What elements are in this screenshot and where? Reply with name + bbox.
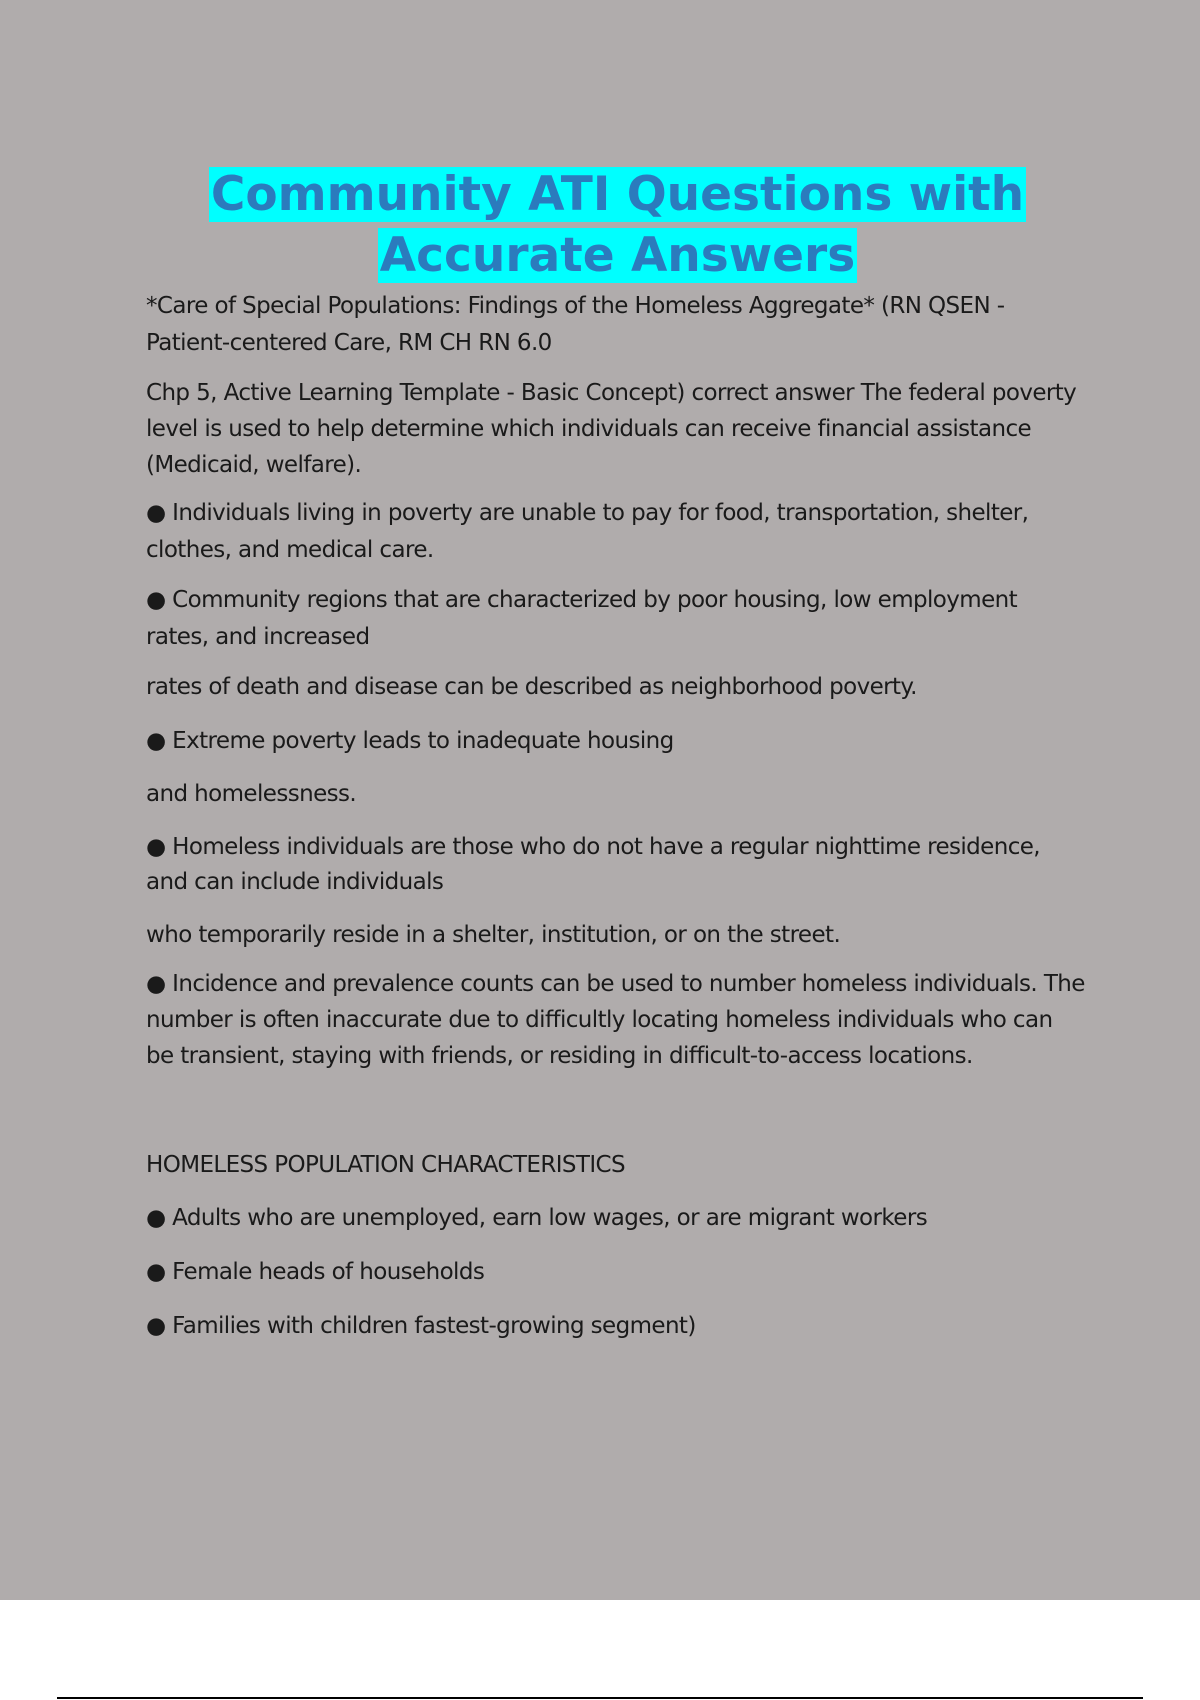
bullet-extreme-poverty: ● Extreme poverty leads to inadequate housing xyxy=(146,728,674,754)
bullet-community-regions: ● Community regions that are characterized by poor housing, low employment rates, and increased xyxy=(146,587,1018,650)
bullet-homeless-definition: ● Homeless individuals are those who do not have a regular nighttime residence, and can include individuals xyxy=(146,834,1041,895)
section-heading-characteristics: HOMELESS POPULATION CHARACTERISTICS xyxy=(146,1152,626,1178)
paragraph-basic-concept: Chp 5, Active Learning Template - Basic Concept) correct answer The federal poverty level is used to help determine which individuals can receive financial assistance (Medicaid, welfare). xyxy=(146,380,1077,478)
title-line-1: Community ATI Questions with xyxy=(210,167,1025,222)
bullet-incidence-prevalence: ● Incidence and prevalence counts can be used to number homeless individuals. The number is often inaccurate due to difficultly locating homeless individuals who can be transient, staying with friends, or residing in difficult-to-access locations. xyxy=(146,971,1085,1069)
paragraph-homelessness: and homelessness. xyxy=(146,781,357,807)
paragraph-neighborhood-poverty: rates of death and disease can be described as neighborhood poverty. xyxy=(146,674,917,700)
title-line-2: Accurate Answers xyxy=(379,228,856,283)
document-title xyxy=(0,164,1200,286)
bullet-poverty-needs: ● Individuals living in poverty are unable to pay for food, transportation, shelter, clothes, and medical care. xyxy=(146,500,1029,563)
document-body xyxy=(146,288,1086,1345)
bullet-families-children: ● Families with children fastest-growing segment) xyxy=(146,1313,696,1339)
paragraph-temporary-residence: who temporarily reside in a shelter, institution, or on the street. xyxy=(146,922,841,948)
bullet-female-heads: ● Female heads of households xyxy=(146,1259,485,1285)
paragraph-intro: *Care of Special Populations: Findings of the Homeless Aggregate* (RN QSEN - Patient-centered Care, RM CH RN 6.0 xyxy=(146,293,1005,356)
bullet-adults-unemployed: ● Adults who are unemployed, earn low wages, or are migrant workers xyxy=(146,1205,928,1231)
page-divider xyxy=(57,1697,1143,1699)
